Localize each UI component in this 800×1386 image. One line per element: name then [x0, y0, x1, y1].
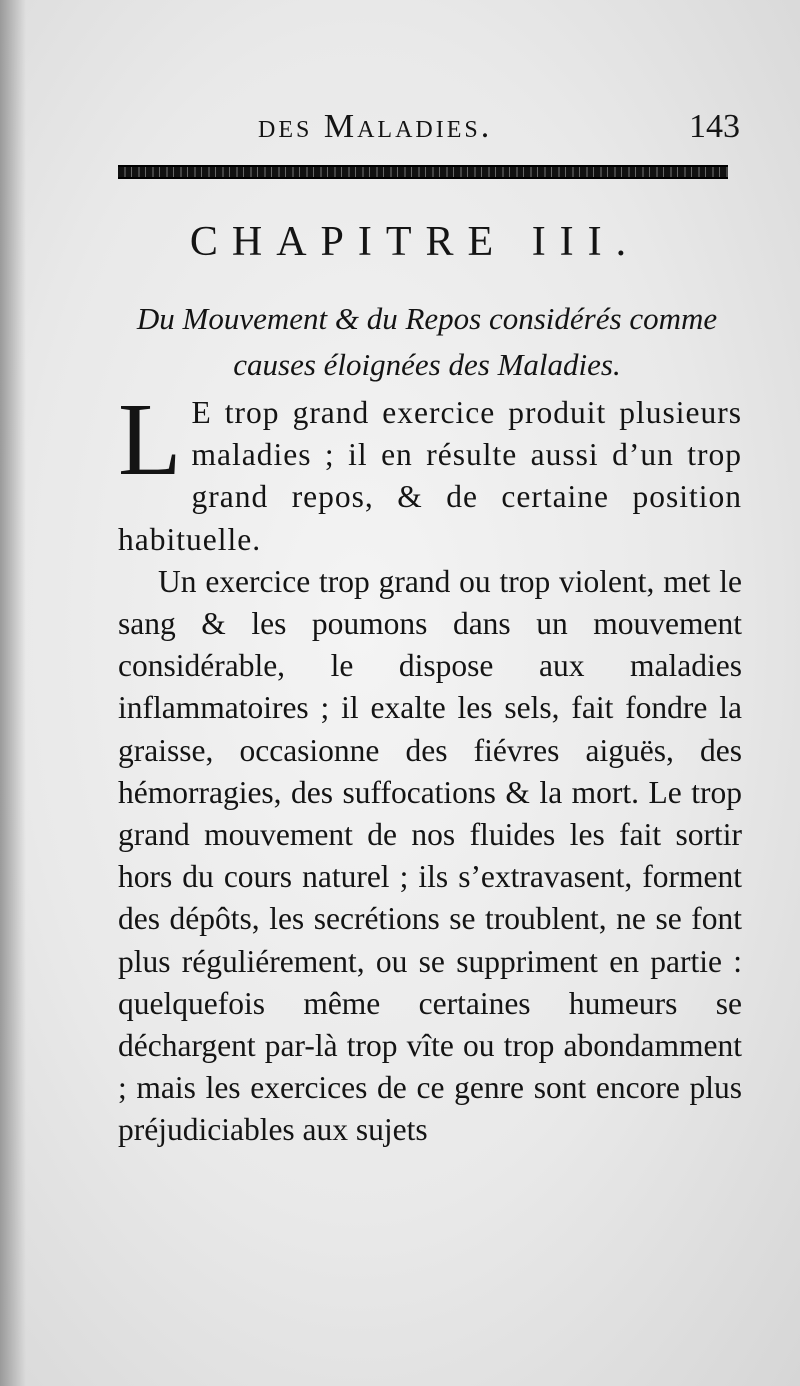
body-text — [118, 382, 742, 1152]
drop-cap: L — [118, 382, 182, 497]
paragraph-2: Un exercice trop grand ou trop violent, met le sang & les poumons dans un mouvement considérable, le dispose aux maladies inflammatoires ; il exalte les sels, fait fondre la graisse, occasionne des fiévres aiguës, des hémorragies, des suffocations & la mort. Le trop grand mouvement de nos fluides les fait sortir hors du cours naturel ; ils s’extravasent, forment des dépôts, les secrétions se troublent, ne se font plus réguliérement, ou se suppriment en partie : quelquefois même certaines humeurs se déchargent par-là trop vîte ou trop abondamment ; mais les exercices de ce genre sont encore plus préjudiciables aux sujets — [118, 563, 742, 1148]
page-number: 143 — [689, 108, 740, 145]
running-head: des Maladies. — [258, 108, 493, 145]
ornamental-rule — [118, 165, 728, 179]
paragraph-1 — [118, 382, 742, 561]
page-header — [118, 108, 740, 152]
chapter-subtitle: Du Mouvement & du Repos considérés comme causes éloignées des Maladies. — [136, 301, 718, 382]
chapter-title: CHAPITRE III. — [189, 219, 641, 265]
paragraph-1-text: E trop grand exercice produit plusieurs maladies ; il en résulte aussi d’un trop grand repos, & de certaine position habituelle. — [118, 395, 742, 557]
